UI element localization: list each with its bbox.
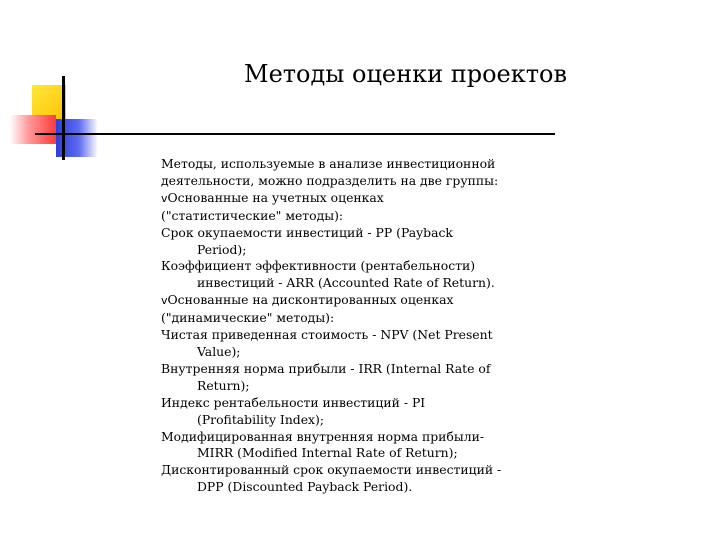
group-label-text: Основанные на учетных оценках ("статистические" методы):	[161, 189, 384, 223]
diamond-bullet-icon: v	[161, 294, 168, 308]
list-item-pi: Индекс рентабельности инвестиций - PI (Profitability Index);	[161, 394, 426, 427]
list-item-irr: Внутренняя норма прибыли - IRR (Internal Rate of Return);	[161, 360, 491, 393]
list-item-npv: Чистая приведенная стоимость - NPV (Net Present Value);	[161, 327, 493, 359]
list-item-dpp: Дисконтированный срок окупаемости инвестиций - DPP (Discounted Payback Period).	[161, 462, 502, 495]
decor-red-square	[10, 115, 56, 144]
intro-text: Методы, используемые в анализе инвестиционной деятельности, можно подразделить на две группы:	[161, 156, 499, 188]
group-dynamic-label	[161, 292, 506, 327]
slide-title: Методы оценки проектов	[244, 60, 567, 88]
decor-vertical-line	[62, 76, 65, 160]
list-item-mirr: Модифицированная внутренняя норма прибыли- MIRR (Modified Internal Rate of Return);	[161, 428, 485, 461]
slide-body	[161, 156, 506, 496]
decor-horizontal-line	[35, 133, 555, 135]
diamond-bullet-icon: v	[161, 191, 168, 205]
decor-yellow-square	[32, 85, 66, 119]
group-label-text: Основанные на дисконтированных оценках ("динамические" методы):	[161, 292, 454, 326]
list-item-pp: Срок окупаемости инвестиций - PP (Payback Period);	[161, 224, 453, 257]
group-static-label	[161, 190, 506, 225]
list-item-arr: Коэффициент эффективности (рентабельности) инвестиций - ARR (Accounted Rate of Return).	[161, 258, 495, 291]
